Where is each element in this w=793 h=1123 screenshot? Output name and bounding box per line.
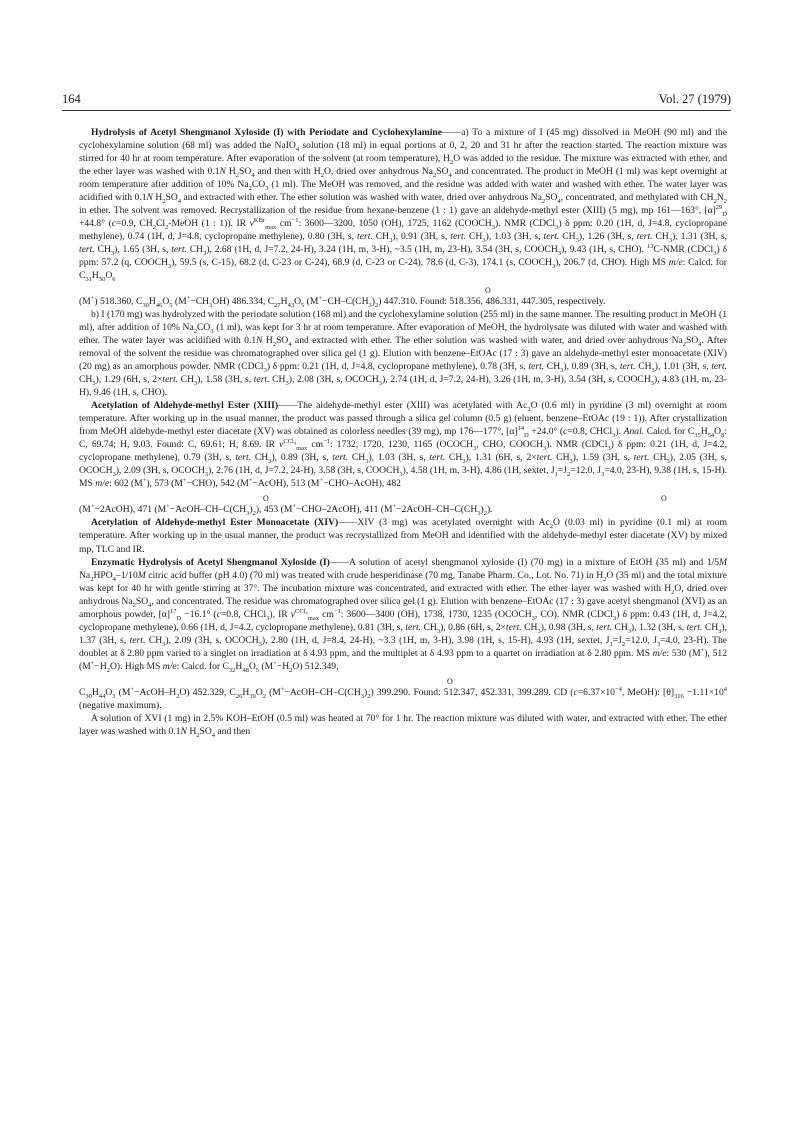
paragraph-koh-treatment: A solution of XVI (1 mg) in 2.5% KOH–EtOH (0.5 ml) was heated at 70° for 1 hr. The reaction mixture was diluted with water, and extracted with ether. The ether layer was washed with 0.1N $H_2SO_4$ and then xyxy=(79,712,727,739)
paragraph-periodate-hydrolysis-b: b) I (170 mg) was hydrolyzed with the periodate solution (168 ml) and the cyclohexylamine solution (255 ml) in the same manner. The resulting product in MeOH (1 ml), after addition of 10% $Na_2CO_3$ (1 ml), was kept for 3 hr at room temperature. After evaporation of MeOH, the hydrolysate was diluted with water and washed with ether. The water layer was acidified with 0.1N $H_2SO_4$ and extracted with ether. The ether solution was washed with water, and dried over anhydrous $Na_2SO_4$. After removal of the solvent the residue was chromatographed over silica gel (1 g). Elution with benzene–EtOAc (17 : 3) gave an aldehyde-methyl ester monoacetate (XIV) (20 mg) as an amorphous powder. NMR (CDCl$_3$) δ ppm: 0.21 (1H, d, J=4.8, cyclopropane methylene), 0.78 (3H, s, tert. $CH_3$), 0.89 (3H, s, tert. $CH_3$), 1.01 (3H, s, tert. $CH_3$), 1.29 (6H, s, 2×tert. $CH_3$), 1.58 (3H, s, tert. $CH_3$), 2.08 (3H, s, $OCOCH_3$), 2.74 (1H, d, J=7.2, 24-H), 3.26 (1H, m, 3-H), 3.54 (3H, s, $COOCH_3$), 4.83 (1H, m, 23-H), 9.46 (1H, s, CHO). xyxy=(79,309,728,399)
paragraph-periodate-hydrolysis-a: Hydrolysis of Acetyl Shengmanol Xyloside (I) with Periodate and Cyclohexylamine——a) To a mixture of I (45 mg) dissolved in MeOH (90 ml) and the cyclohexylamine solution (68 ml) was added the NaIO$_4$ solution (18 ml) in equal portions at 0, 2, 20 and 31 hr after the reaction started. The reaction mixture was stirred for 40 hr at room temperature. After evaporation of the solvent (at room temperature), $H_2O$ was added to the residue. The mixture was extracted with ether, and the ether layer was washed with 0.1N $H_2SO_4$ and then with $H_2O$, dried over anhydrous $Na_2SO_4$ and concentrated. The product in MeOH (1 ml) was kept overnight at room temperature after addition of 10% $Na_2CO_3$ (1 ml). The MeOH was removed, and the residue was added with water and washed with ether. The water layer was acidified with 0.1N $H_2SO_4$ and extracted with ether. The ether solution was washed with water, dried over anhydrous $Na_2SO_4$, concentrated, and methylated with $CH_2N_2$ in ether. The solvent was removed. Recrystallization of the residue from hexane-benzene (1 : 1) gave an aldehyde-methyl ester (XIII) (5 mg), mp 161—163°, $[\alpha]^{29}_D +44.8^\circ$ (c=0.9, $CH_2Cl_2$-MeOH (1 : 1)). IR $\nu^{KBr}_{max}$ $cm^{-1}$: 3600—3200, 1050 (OH), 1725, 1162 $(COOCH_3)$. NMR (CDCl$_3$) δ ppm: 0.20 (1H, d, J=4.8, cyclopropane methylene), 0.74 (1H, d, J=4.8, cyclopropane methylene), 0.80 (3H, s, tert. $CH_3$), 0.91 (3H, s, tert. $CH_3$), 1.03 (3H, s, tert. $CH_3$), 1.26 (3H, s, tert. $CH_3$), 1.31 (3H, s, tert. $CH_3$), 1.65 (3H, s, tert. $CH_3$), 2.68 (1H, d, J=7.2, 24-H), 3.24 (1H, m, 3-H), ~3.5 (1H, m, 23-H), 3.54 (3H, s, $COOCH_3$), 9.43 (1H, s, CHO). $^{13}$C-NMR (CDCl$_3$) δ ppm: 57.2 (q, $COOCH_3$), 59.5 (s, C-15), 68.2 (d, C-23 or C-24), 68.9 (d, C-23 or C-24), 78.6 (d, C-3), 174.1 (s, $COOCH_3$), 206.7 (d, CHO). High MS m/e: Calcd. for $C_{31}H_{50}O_6$ O (M+) 518.360, $C_{30}H_{46}O_5$ $(M^+-CH_3OH)$ 486.334, $C_{27}H_{43}O_5$ $(M^+-CH-C(CH_3)_2)$ 447.310. Found: 518.356, 486.331, 447.305, respectively. xyxy=(79,127,728,310)
section-heading: Acetylation of Aldehyde-methyl Ester Monoacetate (XIV) xyxy=(91,517,339,529)
running-header xyxy=(62,92,731,108)
page-number: 164 xyxy=(62,92,81,106)
journal-volume: Vol. 27 (1979) xyxy=(658,92,731,106)
paragraph-acetylation-xiv: Acetylation of Aldehyde-methyl Ester Monoacetate (XIV)——XIV (3 mg) was acetylated overnight with $Ac_2O$ (0.03 ml) in pyridine (0.1 ml) at room temperature. After working up in the usual manner, the product was recrystallized from MeOH and identified with the aldehyde-methyl ester diacetate (XV) by mixed mp, TLC and IR. xyxy=(79,517,727,555)
section-heading: Acetylation of Aldehyde-methyl Ester (XIII) xyxy=(91,400,279,412)
paragraph-acetylation-xiii: Acetylation of Aldehyde-methyl Ester (XIII)——The aldehyde-methyl ester (XIII) was acetylated with $Ac_2O$ (0.6 ml) in pyridine (3 ml) overnight at room temperature. After working up in the usual manner, the product was passed through a silica gel column (0.5 g) (eluent, benzene–EtOAc (19 : 1)). After crystallization from MeOH aldehyde-methyl ester diacetate (XV) was obtained as colorless needles (39 mg), mp 176—177°, $[\alpha]^{14}_D +24.0^\circ$ (c=0.8, CHCl$_3$). Anal. Calcd. for $C_{35}H_{54}O_8$: C, 69.74; H, 9.03. Found: C, 69.61; H, 8.69. IR $\nu^{CCl_4}_{max}$ $cm^{-1}$: 1732, 1720, 1230, 1165 ($OCOCH_3$, CHO, $COOCH_3$). NMR (CDCl$_3$) δ ppm: 0.21 (1H, d, J=4.2, cyclopropane methylene), 0.79 (3H, s, tert. $CH_3$), 0.89 (3H, s, tert. $CH_3$), 1.03 (3H, s, tert. $CH_3$), 1.31 (6H, s, 2×tert. $CH_3$), 1.59 (3H, s, tert. $CH_3$), 2.05 (3H, s, $OCOCH_3$), 2.09 (3H, s, $OCOCH_3$), 2.76 (1H, d, J=7.2, 24-H), 3.58 (3H, s, $COOCH_3$), 4.58 (1H, m, 3-H), 4.86 (1H, sextet, $J_1=J_2=12.0$, $J_3=4.0$, 23-H), 9.38 (1H, s, 15-H). MS m/e: 602 (M+), 573 (M+−CHO), 542 (M+−AcOH), 513 (M+−CHO–AcOH), 482 O O (M+−2AcOH), 471 $(M^+-AcOH-CH-C(CH_3)_2)$, 453 (M+−CHO–2AcOH), 411 $(M^+-2AcOH-CH-C(CH_3)_2)$. xyxy=(79,400,728,518)
epoxide-ring-annotation: O xyxy=(485,286,491,296)
article-body xyxy=(79,126,727,738)
epoxide-ring-annotation: O O xyxy=(263,494,667,504)
section-heading: Hydrolysis of Acetyl Shengmanol Xyloside (I) with Periodate and Cyclohexylamine xyxy=(91,127,442,138)
header-rule xyxy=(62,110,731,111)
section-heading: Enzymatic Hydrolysis of Acetyl Shengmanol Xyloside (I) xyxy=(91,556,330,568)
epoxide-ring-annotation: O xyxy=(447,676,453,686)
paragraph-enzymatic-hydrolysis: Enzymatic Hydrolysis of Acetyl Shengmanol Xyloside (I)——A solution of acetyl shengmanol xyloside (I) (70 mg) in a mixture of EtOH (35 ml) and 1/5M $Na_2HPO_4-1/10M$ citric acid buffer (pH 4.0) (70 ml) was treated with crude hesperidinase (70 mg, Tanabe Pharm. Co., Lot. No. 71) in $H_2O$ (35 ml) and the total mixture was kept for 40 hr with gentle stirring at 37°. The incubation mixture was concentrated, and extracted with ether. The ether layer was washed with $H_2O$, dried over anhydrous $Na_2SO_4$, and concentrated. The residue was chromatographed over silica gel (1 g). Elution with benzene–EtOAc (17 : 3) gave acetyl shengmanol (XVI) as an amorphous powder, $[\alpha]^{17}_D -16.1^\circ$ (c=0.8, CHCl$_3$), IR $\nu^{CCl_4}_{max}$ $cm^{-1}$: 3600—3400 (OH), 1738, 1730, 1235 ($OCOCH_3$, CO). NMR (CDCl$_3$) δ ppm: 0.43 (1H, d, J=4.2, cyclopropane methylene), 0.66 (1H, d, J=4.2, cyclopropane methylene), 0.81 (3H, s, tert. $CH_3$), 0.86 (6H, s, 2×tert. $CH_3$), 0.98 (3H, s, tert. $CH_3$), 1.32 (3H, s, tert. $CH_3$), 1.37 (3H, s, tert. $CH_3$), 2.09 (3H, s, $OCOCH_3$), 2.80 (1H, d, J=8.4, 24-H), ~3.3 (1H, m, 3-H), 3.98 (1H, s, 15-H), 4.93 (1H, sextet, $J_1=J_2=12.0$, $J_3=4.0$, 23-H). The doublet at δ 2.80 ppm varied to a singlet on irradiation at δ 4.93 ppm, and the multiplet at δ 4.93 ppm to a quartet on irradiation at δ 2.80 ppm. MS m/e: 530 (M+), 512 $(M^+-H_2O)$. High MS m/e: Calcd. for $C_{32}H_{48}O_5$ $(M^+-H_2O)$ 512.349, O $C_{30}H_{44}O_3$ $(M^+-AcOH-H_2O)$ 452.329, $C_{26}H_{39}O_2$ $(M^+-AcOH-CH-C(CH_3)_2)$ 399.290. Found: 512.347, 452.331, 399.289. CD ($c=6.37\times 10^{-4}$, MeOH): $[\theta]_{316} -1.11\times 10^4$ (negative maximum). xyxy=(79,556,728,711)
